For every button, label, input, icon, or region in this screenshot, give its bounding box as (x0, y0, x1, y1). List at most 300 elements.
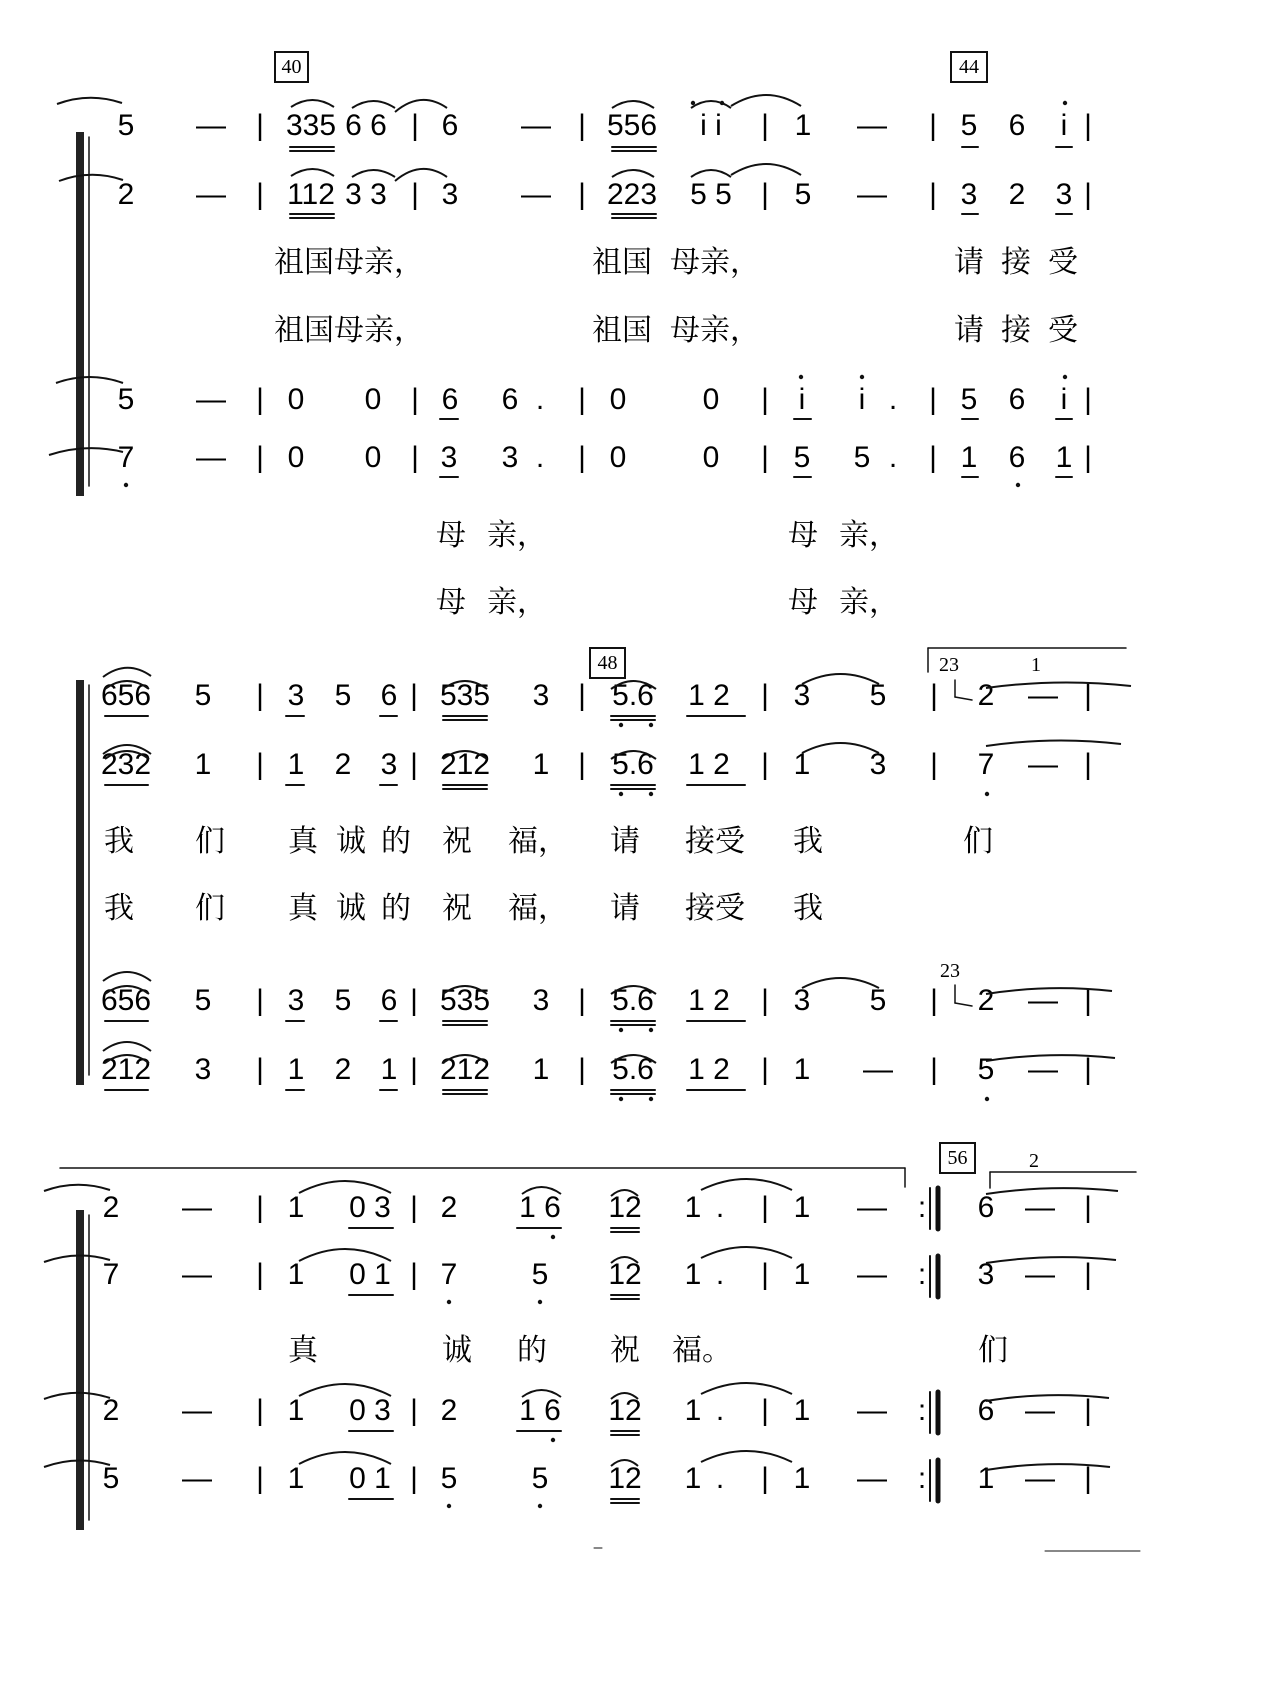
system3-staff2-note: 3 (977, 1258, 995, 1291)
system1-staff2-note: | (256, 178, 264, 211)
system2-staff4-note: | (761, 1053, 769, 1086)
lyric-text: 福， (508, 824, 568, 859)
system1-staff2-note: — (521, 178, 551, 211)
system3-staff1-note: 12 (608, 1191, 642, 1224)
system2-staff1-note: | (1084, 679, 1092, 712)
system3-staff1-note: : (917, 1191, 927, 1224)
system3-staff1-note: 2 (440, 1191, 458, 1224)
system1-staff1-note: i i (700, 109, 722, 142)
tie (103, 1042, 151, 1051)
system3-staff4-note: | (410, 1462, 418, 1495)
grace-slash (955, 697, 972, 700)
system1-staff2-note: | (411, 178, 419, 211)
system1-staff4-note: | (1084, 441, 1092, 474)
system3-staff3-note: | (410, 1394, 418, 1427)
lyric-text: 受 (1048, 245, 1078, 280)
brace-top (44, 1185, 110, 1191)
system2-staff3-note: 3 (287, 984, 305, 1017)
lyric-text: 亲， (839, 518, 899, 553)
system2-staff3-note: 3 (532, 984, 550, 1017)
system2-staff2-note: 5.6 (612, 748, 654, 781)
system2-staff1-note: 535 (439, 679, 491, 712)
system2-staff2-note: | (256, 748, 264, 781)
lyric-text: 请 (610, 824, 640, 859)
system3-staff1-note: . (715, 1191, 725, 1224)
system3-staff2-note: — (182, 1258, 212, 1291)
system3-staff1-note: — (1025, 1191, 1055, 1224)
system3-staff1-note: 1 (793, 1191, 811, 1224)
slur (691, 101, 731, 108)
system1-staff1-note: | (578, 109, 586, 142)
system1-staff4-note: 0 (287, 441, 305, 474)
system3-staff4-note: 1 (977, 1462, 995, 1495)
system2-staff4-note: 1 (532, 1053, 550, 1086)
system1-staff3-note: | (929, 383, 937, 416)
system1-staff1-note: 5 (117, 109, 135, 142)
system3-staff3-note: 1 (684, 1394, 702, 1427)
octave-dot (619, 792, 623, 796)
system2-staff2-note: 1 (287, 748, 305, 781)
grace-note-label: 23 (940, 960, 960, 982)
slur (691, 170, 731, 177)
system1-staff1-note: — (521, 109, 551, 142)
lyric-text: 母 (788, 585, 818, 620)
lyric-text: 母 (436, 585, 466, 620)
system3-staff2-note: — (857, 1258, 887, 1291)
system2-staff3-note: 1 2 (688, 984, 730, 1017)
system1-staff3-note: 0 (287, 383, 305, 416)
system1-staff4-note: 3 (440, 441, 458, 474)
system3-staff2-note: 5 (531, 1258, 549, 1291)
system1-staff3-note: 0 (609, 383, 627, 416)
system1-staff4-note: 0 (702, 441, 720, 474)
octave-dot (619, 723, 623, 727)
lyric-text: 的 (381, 891, 411, 926)
system1-staff2-note: 3 (441, 178, 459, 211)
slur (352, 170, 395, 177)
system1-staff4-note: 5 (793, 441, 811, 474)
system1-staff3-note: | (1084, 383, 1092, 416)
system3-staff3-note: 1 6 (519, 1394, 561, 1427)
grace-slash (955, 1003, 972, 1006)
system2-staff1-note: 6 (380, 679, 398, 712)
system1-staff3-note: 6 (441, 383, 459, 416)
system3-staff2-note: . (715, 1258, 725, 1291)
lyric-text: 接 (1001, 313, 1031, 348)
system1-staff1-note: 556 (606, 109, 658, 142)
system2-staff4-note: | (930, 1053, 938, 1086)
system3-staff2-note: | (761, 1258, 769, 1291)
system2-staff4-note: 212 (100, 1053, 152, 1086)
octave-dot (124, 483, 128, 487)
slur (291, 169, 334, 176)
system2-staff4-note: 1 (793, 1053, 811, 1086)
system3-staff3-note: 0 3 (349, 1394, 391, 1427)
system2-staff2-note: 1 (532, 748, 550, 781)
system2-staff1-note: | (410, 679, 418, 712)
system2-staff2-note: 3 (380, 748, 398, 781)
lyric-text: 福， (508, 891, 568, 926)
octave-dot (799, 375, 803, 379)
system3-staff3-note: 1 (793, 1394, 811, 1427)
system1-staff4-note: 6 (1008, 441, 1026, 474)
system1-staff1-note: 6 (1008, 109, 1026, 142)
octave-dot (538, 1300, 542, 1304)
system1-staff4-note: 0 (364, 441, 382, 474)
slur (701, 1383, 792, 1394)
system1-staff3-note: | (256, 383, 264, 416)
system1-staff2-note: 223 (606, 178, 658, 211)
system-bracket (76, 1210, 84, 1530)
system2-staff4-note: | (256, 1053, 264, 1086)
octave-dot (649, 723, 653, 727)
system-bracket (76, 132, 84, 496)
slur (395, 100, 447, 112)
system2-staff4-note: 1 (380, 1053, 398, 1086)
system3-staff3-note: | (1084, 1394, 1092, 1427)
volta-number: 2 (1029, 1150, 1039, 1172)
slur (802, 743, 879, 753)
system2-staff2-note: 1 (793, 748, 811, 781)
system2-staff2-note: — (1028, 748, 1058, 781)
system1-staff4-note: 5 (853, 441, 871, 474)
system2-staff3-note: | (256, 984, 264, 1017)
slur (802, 978, 879, 988)
system3-staff3-note: 2 (102, 1394, 120, 1427)
system2-staff2-note: 232 (100, 748, 152, 781)
system2-staff2-note: 212 (439, 748, 491, 781)
system2-staff4-note: — (863, 1053, 893, 1086)
system3-staff2-note: 1 (287, 1258, 305, 1291)
system3-staff3-note: : (917, 1394, 927, 1427)
lyric-text: 亲， (839, 585, 899, 620)
system3-staff4-note: — (1025, 1462, 1055, 1495)
system1-staff4-note: | (411, 441, 419, 474)
octave-dot (985, 1097, 989, 1101)
system1-staff1-note: | (929, 109, 937, 142)
lyric-text: 真 (288, 891, 318, 926)
lyric-text: 们 (978, 1333, 1008, 1368)
system1-staff2-note: 5 5 (690, 178, 732, 211)
system1-staff3-note: 5 (960, 383, 978, 416)
lyric-text: 祝 (442, 891, 472, 926)
system1-staff3-note: i (1060, 383, 1068, 416)
system3-staff2-note: | (1084, 1258, 1092, 1291)
system2-staff3-note: 535 (439, 984, 491, 1017)
lyric-text: 请 (954, 313, 984, 348)
tie (103, 668, 151, 677)
system1-staff4-note: — (196, 441, 226, 474)
system3-staff1-note: — (182, 1191, 212, 1224)
octave-dot (691, 101, 695, 105)
system2-staff1-note: | (930, 679, 938, 712)
system3-staff3-note: | (761, 1394, 769, 1427)
system3-staff3-note: — (182, 1394, 212, 1427)
lyric-text: 真 (288, 824, 318, 859)
system2-staff3-note: 5 (194, 984, 212, 1017)
system1-staff2-note: | (761, 178, 769, 211)
lyric-text: 我 (104, 824, 134, 859)
system2-staff1-note: 2 (977, 679, 995, 712)
system2-staff2-note: | (410, 748, 418, 781)
lyric-text: 的 (517, 1333, 547, 1368)
system2-staff3-note: 5 (869, 984, 887, 1017)
system1-staff1-note: — (857, 109, 887, 142)
system3-staff3-note: 2 (440, 1394, 458, 1427)
system3-staff4-note: 0 1 (349, 1462, 391, 1495)
system1-staff3-note: i (858, 383, 866, 416)
system3-staff3-note: — (857, 1394, 887, 1427)
system3-staff4-note: 5 (440, 1462, 458, 1495)
slur (612, 170, 654, 177)
system2-staff1-note: 3 (287, 679, 305, 712)
system2-staff3-note: | (930, 984, 938, 1017)
system1-staff3-note: | (761, 383, 769, 416)
system1-staff4-note: 1 (1055, 441, 1073, 474)
system3-staff4-note: 1 (287, 1462, 305, 1495)
system1-staff1-note: 1 (794, 109, 812, 142)
system3-staff2-note: 7 (440, 1258, 458, 1291)
system1-staff1-note: | (256, 109, 264, 142)
system2-staff1-note: | (578, 679, 586, 712)
lyric-text: 受 (1048, 313, 1078, 348)
system1-staff2-note: 112 (287, 178, 335, 211)
system3-staff4-note: — (182, 1462, 212, 1495)
system2-staff2-note: 1 2 (688, 748, 730, 781)
lyric-text: 我 (104, 891, 134, 926)
system2-staff4-note: | (578, 1053, 586, 1086)
lyric-text: 祖国母亲， (274, 313, 424, 348)
lyric-text: 我 (793, 891, 823, 926)
system3-staff2-note: 7 (102, 1258, 120, 1291)
system2-staff1-note: 1 2 (688, 679, 730, 712)
lyric-text: 母 (436, 518, 466, 553)
system2-staff3-note: 5 (334, 984, 352, 1017)
system3-staff3-note: — (1025, 1394, 1055, 1427)
system3-staff3-note: 12 (608, 1394, 642, 1427)
lyric-text: 请 (954, 245, 984, 280)
system1-staff2-note: — (857, 178, 887, 211)
lyric-text: 祖国 (592, 313, 652, 348)
system2-staff3-note: 6 (380, 984, 398, 1017)
system2-staff3-note: 5.6 (612, 984, 654, 1017)
system2-staff2-note: | (1084, 748, 1092, 781)
system3-staff1-note: | (761, 1191, 769, 1224)
system3-staff2-note: — (1025, 1258, 1055, 1291)
system2-staff1-note: | (761, 679, 769, 712)
slur (612, 101, 654, 108)
system3-staff3-note: 6 (977, 1394, 995, 1427)
octave-dot (985, 792, 989, 796)
slur (395, 169, 447, 181)
system1-staff1-note: i (1060, 109, 1068, 142)
octave-dot (619, 1097, 623, 1101)
system3-staff4-note: | (761, 1462, 769, 1495)
lyric-text: 诚 (336, 824, 366, 859)
system2-staff4-note: 212 (439, 1053, 491, 1086)
octave-dot (649, 1028, 653, 1032)
system3-staff4-note: 5 (102, 1462, 120, 1495)
slur (802, 674, 879, 684)
system3-staff1-note: | (1084, 1191, 1092, 1224)
lyric-text: 祖国 (592, 245, 652, 280)
tie (986, 682, 1131, 688)
system2-staff2-note: 2 (334, 748, 352, 781)
lyric-text: 们 (195, 824, 225, 859)
system1-staff3-note: 6 (501, 383, 519, 416)
system2-staff4-note: 3 (194, 1053, 212, 1086)
system1-staff2-note: | (1084, 178, 1092, 211)
slur (701, 1247, 792, 1258)
system3-staff1-note: — (857, 1191, 887, 1224)
system1-staff3-note: i (798, 383, 806, 416)
system1-staff1-note: | (411, 109, 419, 142)
brace-top (49, 448, 123, 455)
system2-staff3-note: 2 (977, 984, 995, 1017)
system3-staff4-note: 1 (793, 1462, 811, 1495)
lyric-text: 诚 (442, 1333, 472, 1368)
system2-staff3-note: — (1028, 984, 1058, 1017)
system3-staff2-note: | (410, 1258, 418, 1291)
system3-staff2-note: 0 1 (349, 1258, 391, 1291)
system2-staff3-note: 656 (100, 984, 152, 1017)
system-bracket (76, 680, 84, 1085)
system3-staff3-note: 1 (287, 1394, 305, 1427)
system3-staff3-note: . (715, 1394, 725, 1427)
system3-staff1-note: 6 (977, 1191, 995, 1224)
rehearsal-mark-48: 48 (597, 652, 618, 674)
lyric-text: 真 (288, 1333, 318, 1368)
system1-staff1-note: 5 (960, 109, 978, 142)
slur (701, 1179, 792, 1190)
octave-dot (619, 1028, 623, 1032)
lyric-text: 接受 (685, 824, 745, 859)
system1-staff4-note: . (888, 441, 898, 474)
system2-staff1-note: 656 (100, 679, 152, 712)
system1-staff3-note: | (578, 383, 586, 416)
system2-staff3-note: | (761, 984, 769, 1017)
system2-staff1-note: 5 (194, 679, 212, 712)
system2-staff2-note: | (578, 748, 586, 781)
system1-staff4-note: 3 (501, 441, 519, 474)
system1-staff2-note: 3 3 (345, 178, 387, 211)
system3-staff1-note: 0 3 (349, 1191, 391, 1224)
system1-staff4-note: 0 (609, 441, 627, 474)
system2-staff1-note: 5.6 (612, 679, 654, 712)
lyric-text: 祝 (610, 1333, 640, 1368)
system3-staff2-note: | (256, 1258, 264, 1291)
lyric-text: 祖国母亲， (274, 245, 424, 280)
system1-staff3-note: 5 (117, 383, 135, 416)
system1-staff1-note: 6 (441, 109, 459, 142)
system3-staff1-note: | (410, 1191, 418, 1224)
system3-staff2-note: 1 (793, 1258, 811, 1291)
octave-dot (447, 1300, 451, 1304)
system1-staff2-note: 2 (117, 178, 135, 211)
system1-staff1-note: | (1084, 109, 1092, 142)
octave-dot (649, 792, 653, 796)
lyric-text: 我 (793, 824, 823, 859)
system3-staff2-note: 12 (608, 1258, 642, 1291)
system2-staff2-note: 7 (977, 748, 995, 781)
system2-staff1-note: 3 (793, 679, 811, 712)
system1-staff3-note: . (888, 383, 898, 416)
lyric-text: 们 (195, 891, 225, 926)
octave-dot (447, 1504, 451, 1508)
system2-staff4-note: | (410, 1053, 418, 1086)
system2-staff1-note: 5 (334, 679, 352, 712)
brace-top (59, 175, 123, 181)
system3-staff4-note: . (715, 1462, 725, 1495)
system1-staff4-note: | (761, 441, 769, 474)
system1-staff3-note: 0 (364, 383, 382, 416)
system1-staff1-note: — (196, 109, 226, 142)
lyric-text: 母 (788, 518, 818, 553)
system1-staff4-note: 7 (117, 441, 135, 474)
system3-staff4-note: — (857, 1462, 887, 1495)
lyric-text: 们 (963, 824, 993, 859)
octave-dot (551, 1438, 555, 1442)
system3-staff4-note: | (256, 1462, 264, 1495)
system1-staff1-note: 335 (285, 109, 337, 142)
system1-staff4-note: . (535, 441, 545, 474)
rehearsal-mark-56: 56 (947, 1147, 968, 1169)
system2-staff4-note: — (1028, 1053, 1058, 1086)
system2-staff4-note: 1 2 (688, 1053, 730, 1086)
system1-staff4-note: | (578, 441, 586, 474)
lyric-text: 接受 (685, 891, 745, 926)
system2-staff4-note: 1 (287, 1053, 305, 1086)
system3-staff2-note: 1 (684, 1258, 702, 1291)
lyric-text: 母亲， (670, 313, 760, 348)
lyric-text: 福。 (672, 1333, 732, 1368)
system2-staff2-note: 3 (869, 748, 887, 781)
system1-staff2-note: 5 (794, 178, 812, 211)
rehearsal-mark-40: 40 (281, 56, 302, 78)
system1-staff4-note: 1 (960, 441, 978, 474)
system1-staff2-note: | (929, 178, 937, 211)
lyric-text: 祝 (442, 824, 472, 859)
rehearsal-mark-44: 44 (959, 56, 979, 78)
octave-dot (1063, 101, 1067, 105)
tie (103, 972, 151, 981)
system2-staff4-note: 5.6 (612, 1053, 654, 1086)
octave-dot (538, 1504, 542, 1508)
system2-staff3-note: | (1084, 984, 1092, 1017)
brace-top (57, 98, 122, 104)
system3-staff2-note: : (917, 1258, 927, 1291)
tie (986, 740, 1121, 746)
system1-staff2-note: 3 (1055, 178, 1073, 211)
system1-staff2-note: 3 (960, 178, 978, 211)
system1-staff1-note: | (761, 109, 769, 142)
system1-staff2-note: | (578, 178, 586, 211)
system3-staff4-note: | (1084, 1462, 1092, 1495)
system2-staff2-note: | (930, 748, 938, 781)
system2-staff4-note: | (1084, 1053, 1092, 1086)
slur (731, 95, 801, 106)
system2-staff1-note: 5 (869, 679, 887, 712)
system2-staff1-note: | (256, 679, 264, 712)
grace-note-label: 23 (939, 654, 959, 676)
system2-staff1-note: — (1028, 679, 1058, 712)
lyric-text: 母亲， (670, 245, 760, 280)
system2-staff2-note: 1 (194, 748, 212, 781)
volta-number: 1 (1031, 654, 1041, 676)
system2-staff3-note: 3 (793, 984, 811, 1017)
system1-staff4-note: | (256, 441, 264, 474)
lyric-text: 诚 (336, 891, 366, 926)
